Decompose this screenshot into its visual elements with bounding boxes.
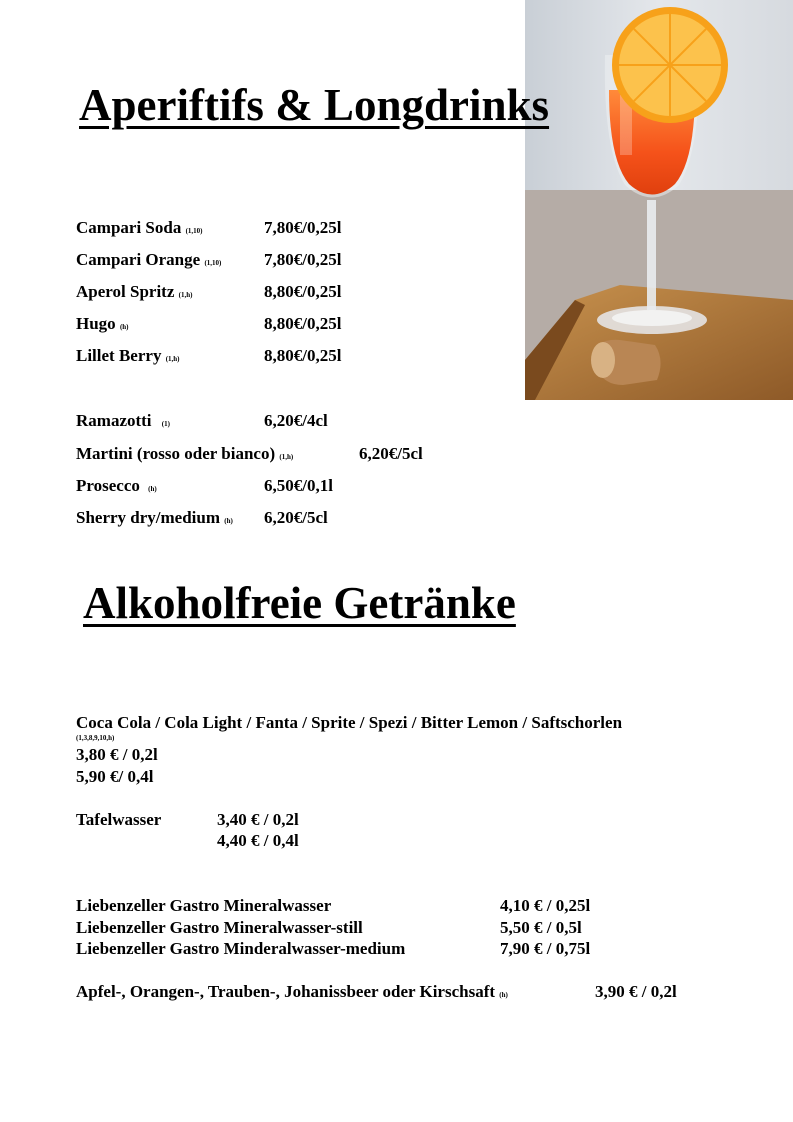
aperol-spritz-photo (525, 0, 793, 400)
menu-item (76, 444, 293, 464)
juice-item (76, 982, 508, 1002)
item-name: Hugo (76, 314, 116, 333)
mineral-price: 4,10 € / 0,25l (500, 896, 591, 915)
item-name: Aperol Spritz (76, 282, 175, 301)
item-price: 6,20€/5cl (264, 508, 328, 527)
menu-item (76, 314, 129, 334)
item-name: Prosecco (76, 476, 140, 495)
softdrinks-allergens: (1,3,8,9,10,h) (76, 734, 115, 742)
item-name: Campari Orange (76, 250, 201, 269)
item-price: 8,80€/0,25l (264, 346, 342, 365)
item-allergens: (h) (148, 485, 157, 493)
item-allergens: (h) (224, 517, 233, 525)
item-price: 7,80€/0,25l (264, 218, 342, 237)
juice-allergens: (h) (499, 991, 508, 999)
item-allergens: (h) (119, 323, 129, 331)
item-name: Campari Soda (76, 218, 182, 237)
tafelwasser-name: Tafelwasser (76, 810, 162, 829)
mineral-name: Liebenzeller Gastro Minderalwasser-medium (76, 939, 406, 958)
item-allergens: (1,10) (185, 227, 203, 235)
menu-item (76, 411, 170, 431)
menu-item (76, 346, 180, 366)
item-price: 6,20€/4cl (264, 411, 328, 430)
menu-item (76, 250, 221, 270)
item-name: Lillet Berry (76, 346, 162, 365)
menu-item (76, 508, 233, 528)
softdrinks-price-small: 3,80 € / 0,2l (76, 745, 158, 764)
mineral-price: 7,90 € / 0,75l (500, 939, 591, 958)
softdrinks-price-large: 5,90 €/ 0,4l (76, 767, 154, 786)
tafelwasser-price-small: 3,40 € / 0,2l (217, 810, 299, 829)
menu-item (76, 476, 157, 496)
item-allergens: (1,h) (178, 291, 193, 299)
item-allergens: (1,h) (165, 355, 180, 363)
item-price: 7,80€/0,25l (264, 250, 342, 269)
tafelwasser-price-large: 4,40 € / 0,4l (217, 831, 299, 850)
juice-name: Apfel-, Orangen-, Trauben-, Johanissbeer oder Kirschsaft (76, 982, 496, 1001)
aperol-spritz-glass-photo-icon (525, 0, 793, 400)
nonalcoholic-title: Alkoholfreie Getränke (83, 578, 516, 628)
menu-item (76, 282, 192, 302)
item-price: 8,80€/0,25l (264, 282, 342, 301)
softdrinks-name: Coca Cola / Cola Light / Fanta / Sprite / Spezi / Bitter Lemon / Saftschorlen (76, 713, 623, 732)
item-name: Ramazotti (76, 411, 152, 430)
item-price: 8,80€/0,25l (264, 314, 342, 333)
mineral-name: Liebenzeller Gastro Mineralwasser-still (76, 918, 363, 937)
item-allergens: (1) (161, 420, 170, 428)
item-price: 6,50€/0,1l (264, 476, 333, 495)
aperitifs-title: Aperiftifs & Longdrinks (79, 80, 550, 130)
item-allergens: (1,h) (279, 453, 294, 461)
mineral-name: Liebenzeller Gastro Mineralwasser (76, 896, 332, 915)
item-name: Martini (rosso oder bianco) (76, 444, 276, 463)
juice-price: 3,90 € / 0,2l (595, 982, 677, 1001)
item-name: Sherry dry/medium (76, 508, 221, 527)
item-price: 6,20€/5cl (359, 444, 423, 463)
mineral-price: 5,50 € / 0,5l (500, 918, 582, 937)
menu-item (76, 218, 203, 238)
item-allergens: (1,10) (204, 259, 222, 267)
